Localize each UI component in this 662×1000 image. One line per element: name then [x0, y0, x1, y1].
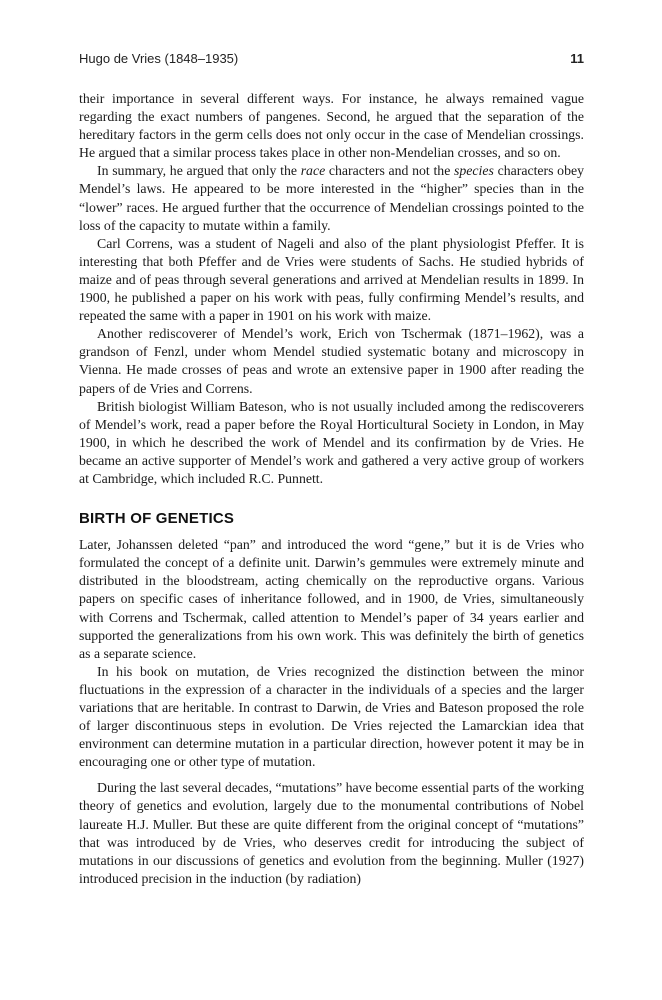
paragraph: Later, Johanssen deleted “pan” and introduced the word “gene,” but it is de Vries who formulated the concept of a definite unit. Darwin’s gemmules were extremely minute and distributed in the bloodstream, acting chemically on the reproductive organs. Various papers on specific cases of inheritance followed, and in 1900, de Vries, simultaneously with Correns and Tschermak, called attention to Mendel’s paper of 34 years earlier and supported the generalizations from his own work. This was definitely the birth of genetics as a separate science. — [79, 537, 584, 661]
paragraph: Another rediscoverer of Mendel’s work, Erich von Tschermak (1871–1962), was a grandson of Fenzl, under whom Mendel studied systematic botany and microscopy in Vienna. He made crosses of peas and wrote an extensive paper in 1900 after reading the papers of de Vries and Correns. — [79, 326, 584, 396]
paragraph: British biologist William Bateson, who is not usually included among the rediscoverers of Mendel’s work, read a paper before the Royal Horticultural Society in London, in May 1900, in which he described the work of Mendel and its confirmation by de Vries. He became an active supporter of Mendel’s work and gathered a very active group of workers at Cambridge, which included R.C. Punnett. — [79, 398, 584, 486]
paragraph: Carl Correns, was a student of Nageli and also of the plant physiologist Pfeffer. It is interesting that both Pfeffer and de Vries were students of Sachs. He studied hybrids of maize and of peas through several generations and arrived at Mendelian results in 1899. In 1900, he published a paper on his work with peas, fully confirming Mendel’s results, and repeated the same with a paper in 1901 on his work with maize. — [79, 235, 584, 324]
section-heading: BIRTH OF GENETICS — [79, 510, 235, 528]
paragraph: their importance in several different ways. For instance, he always remained vague regarding the exact numbers of pangenes. Second, he argued that the separation of the hereditary factors in the germ cells does not only occur in the case of Mendelian crossings. He argued that a similar process takes place in other non-Mendelian crosses, and so on. — [79, 91, 584, 161]
paragraph: During the last several decades, “mutations” have become essential parts of the working theory of genetics and evolution, largely due to the monumental contributions of Nobel laureate H.J. Muller. But these are quite different from the original concept of “mutations” that was introduced by de Vries, who deserves credit for introducing the subject of mutations in our discussions of genetics and evolution from the beginning. Muller (1927) introduced precision in the induction (by radiation) — [79, 780, 584, 886]
paragraph: In summary, he argued that only the race characters and not the species characters obey Mendel’s laws. He appeared to be more interested in the “higher” species than in the “lower” races. He argued further that the occurrence of Mendelian crossings pointed to the loss of the capacity to mutate within a family. — [79, 163, 585, 233]
body-text — [79, 90, 584, 888]
running-head — [79, 51, 584, 69]
paragraph: In his book on mutation, de Vries recognized the distinction between the minor fluctuations in the expression of a character in the individuals of a species and the larger variations that are heritable. In contrast to Darwin, de Vries and Bateson proposed the role of larger discontinuous steps in evolution. De Vries rejected the Lamarckian idea that environment can determine mutation in a particular direction, however potent it may be in encouraging one or other type of mutation. — [79, 663, 584, 770]
page-number: 11 — [570, 51, 584, 66]
running-head-title: Hugo de Vries (1848–1935) — [79, 51, 239, 66]
